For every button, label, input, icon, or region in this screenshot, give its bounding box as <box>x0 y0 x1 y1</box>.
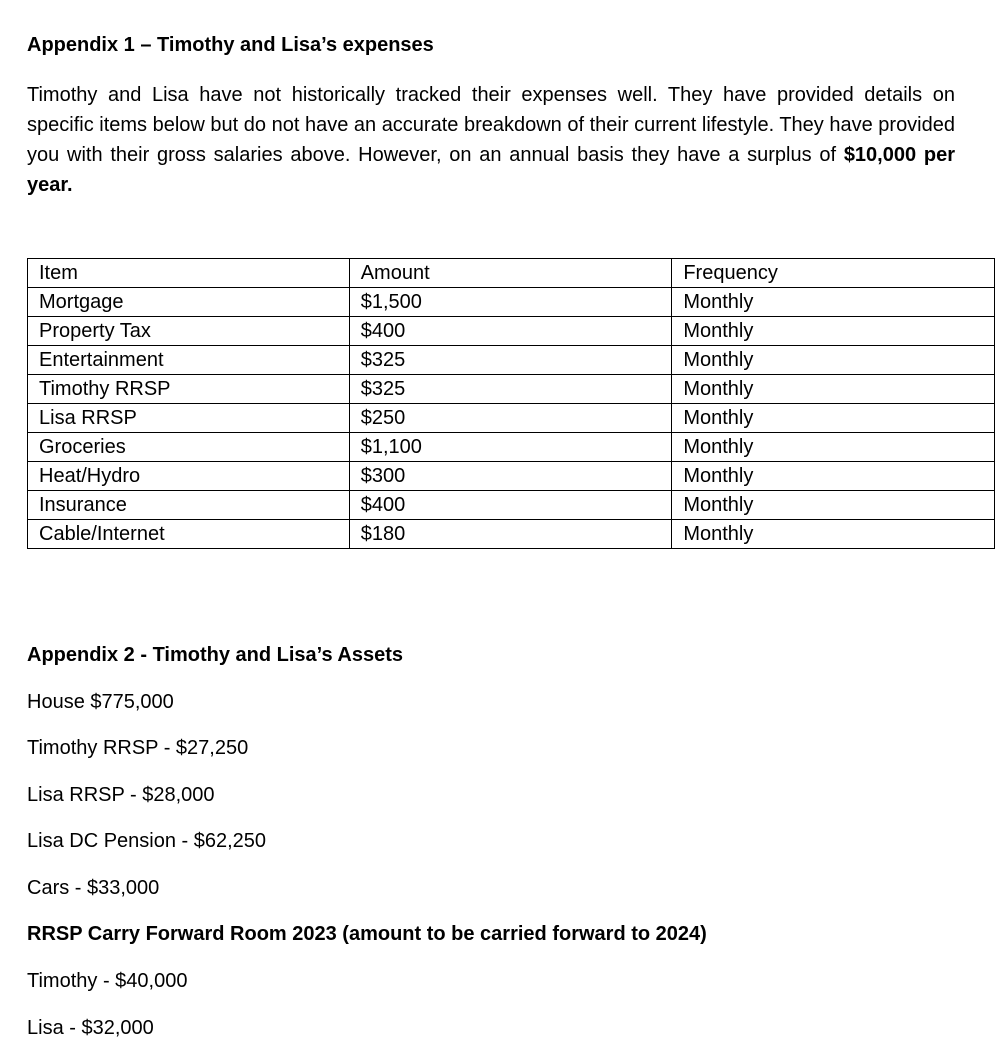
cell-frequency: Monthly <box>672 346 995 375</box>
table-row <box>28 404 995 433</box>
header-frequency: Frequency <box>672 259 995 288</box>
cell-amount: $1,500 <box>349 288 672 317</box>
carry-forward-line: Lisa - $32,000 <box>27 1017 154 1039</box>
appendix-1-title: Appendix 1 – Timothy and Lisa’s expenses <box>27 34 434 56</box>
table-row <box>28 491 995 520</box>
asset-line: Lisa DC Pension - $62,250 <box>27 830 267 852</box>
asset-line: Cars - $33,000 <box>27 877 160 899</box>
table-row <box>28 462 995 491</box>
table-row <box>28 520 995 549</box>
cell-item: Timothy RRSP <box>28 375 350 404</box>
cell-item: Entertainment <box>28 346 350 375</box>
cell-amount: $250 <box>349 404 672 433</box>
cell-amount: $180 <box>349 520 672 549</box>
cell-item: Heat/Hydro <box>28 462 350 491</box>
cell-frequency: Monthly <box>672 375 995 404</box>
expenses-table <box>27 258 995 549</box>
carry-forward-title: RRSP Carry Forward Room 2023 (amount to be carried forward to 2024) <box>27 923 707 945</box>
cell-item: Groceries <box>28 433 350 462</box>
appendix-2-title: Appendix 2 - Timothy and Lisa’s Assets <box>27 644 404 666</box>
cell-frequency: Monthly <box>672 462 995 491</box>
cell-amount: $400 <box>349 317 672 346</box>
cell-amount: $1,100 <box>349 433 672 462</box>
appendix-1-intro <box>27 80 955 200</box>
carry-forward-line: Timothy - $40,000 <box>27 970 188 992</box>
table-row <box>28 346 995 375</box>
asset-line: House $775,000 <box>27 691 174 713</box>
cell-frequency: Monthly <box>672 288 995 317</box>
cell-amount: $325 <box>349 375 672 404</box>
header-amount: Amount <box>349 259 672 288</box>
cell-item: Lisa RRSP <box>28 404 350 433</box>
table-header-row <box>28 259 995 288</box>
intro-text: Timothy and Lisa have not historically tracked their expenses well. They have provided details on specific items below but do not have an accurate breakdown of their current lifestyle. They have provided you with their gross salaries above. However, on an annual basis they have a surplus of <box>27 84 955 166</box>
header-item: Item <box>28 259 350 288</box>
cell-frequency: Monthly <box>672 491 995 520</box>
cell-frequency: Monthly <box>672 433 995 462</box>
intro-surplus: $10,000 per year. <box>27 144 955 196</box>
cell-item: Mortgage <box>28 288 350 317</box>
cell-item: Cable/Internet <box>28 520 350 549</box>
cell-amount: $325 <box>349 346 672 375</box>
asset-line: Timothy RRSP - $27,250 <box>27 737 249 759</box>
table-row <box>28 375 995 404</box>
cell-item: Property Tax <box>28 317 350 346</box>
cell-frequency: Monthly <box>672 317 995 346</box>
cell-frequency: Monthly <box>672 404 995 433</box>
table-row <box>28 433 995 462</box>
cell-item: Insurance <box>28 491 350 520</box>
cell-amount: $300 <box>349 462 672 491</box>
table-row <box>28 317 995 346</box>
cell-frequency: Monthly <box>672 520 995 549</box>
asset-line: Lisa RRSP - $28,000 <box>27 784 215 806</box>
cell-amount: $400 <box>349 491 672 520</box>
table-row <box>28 288 995 317</box>
